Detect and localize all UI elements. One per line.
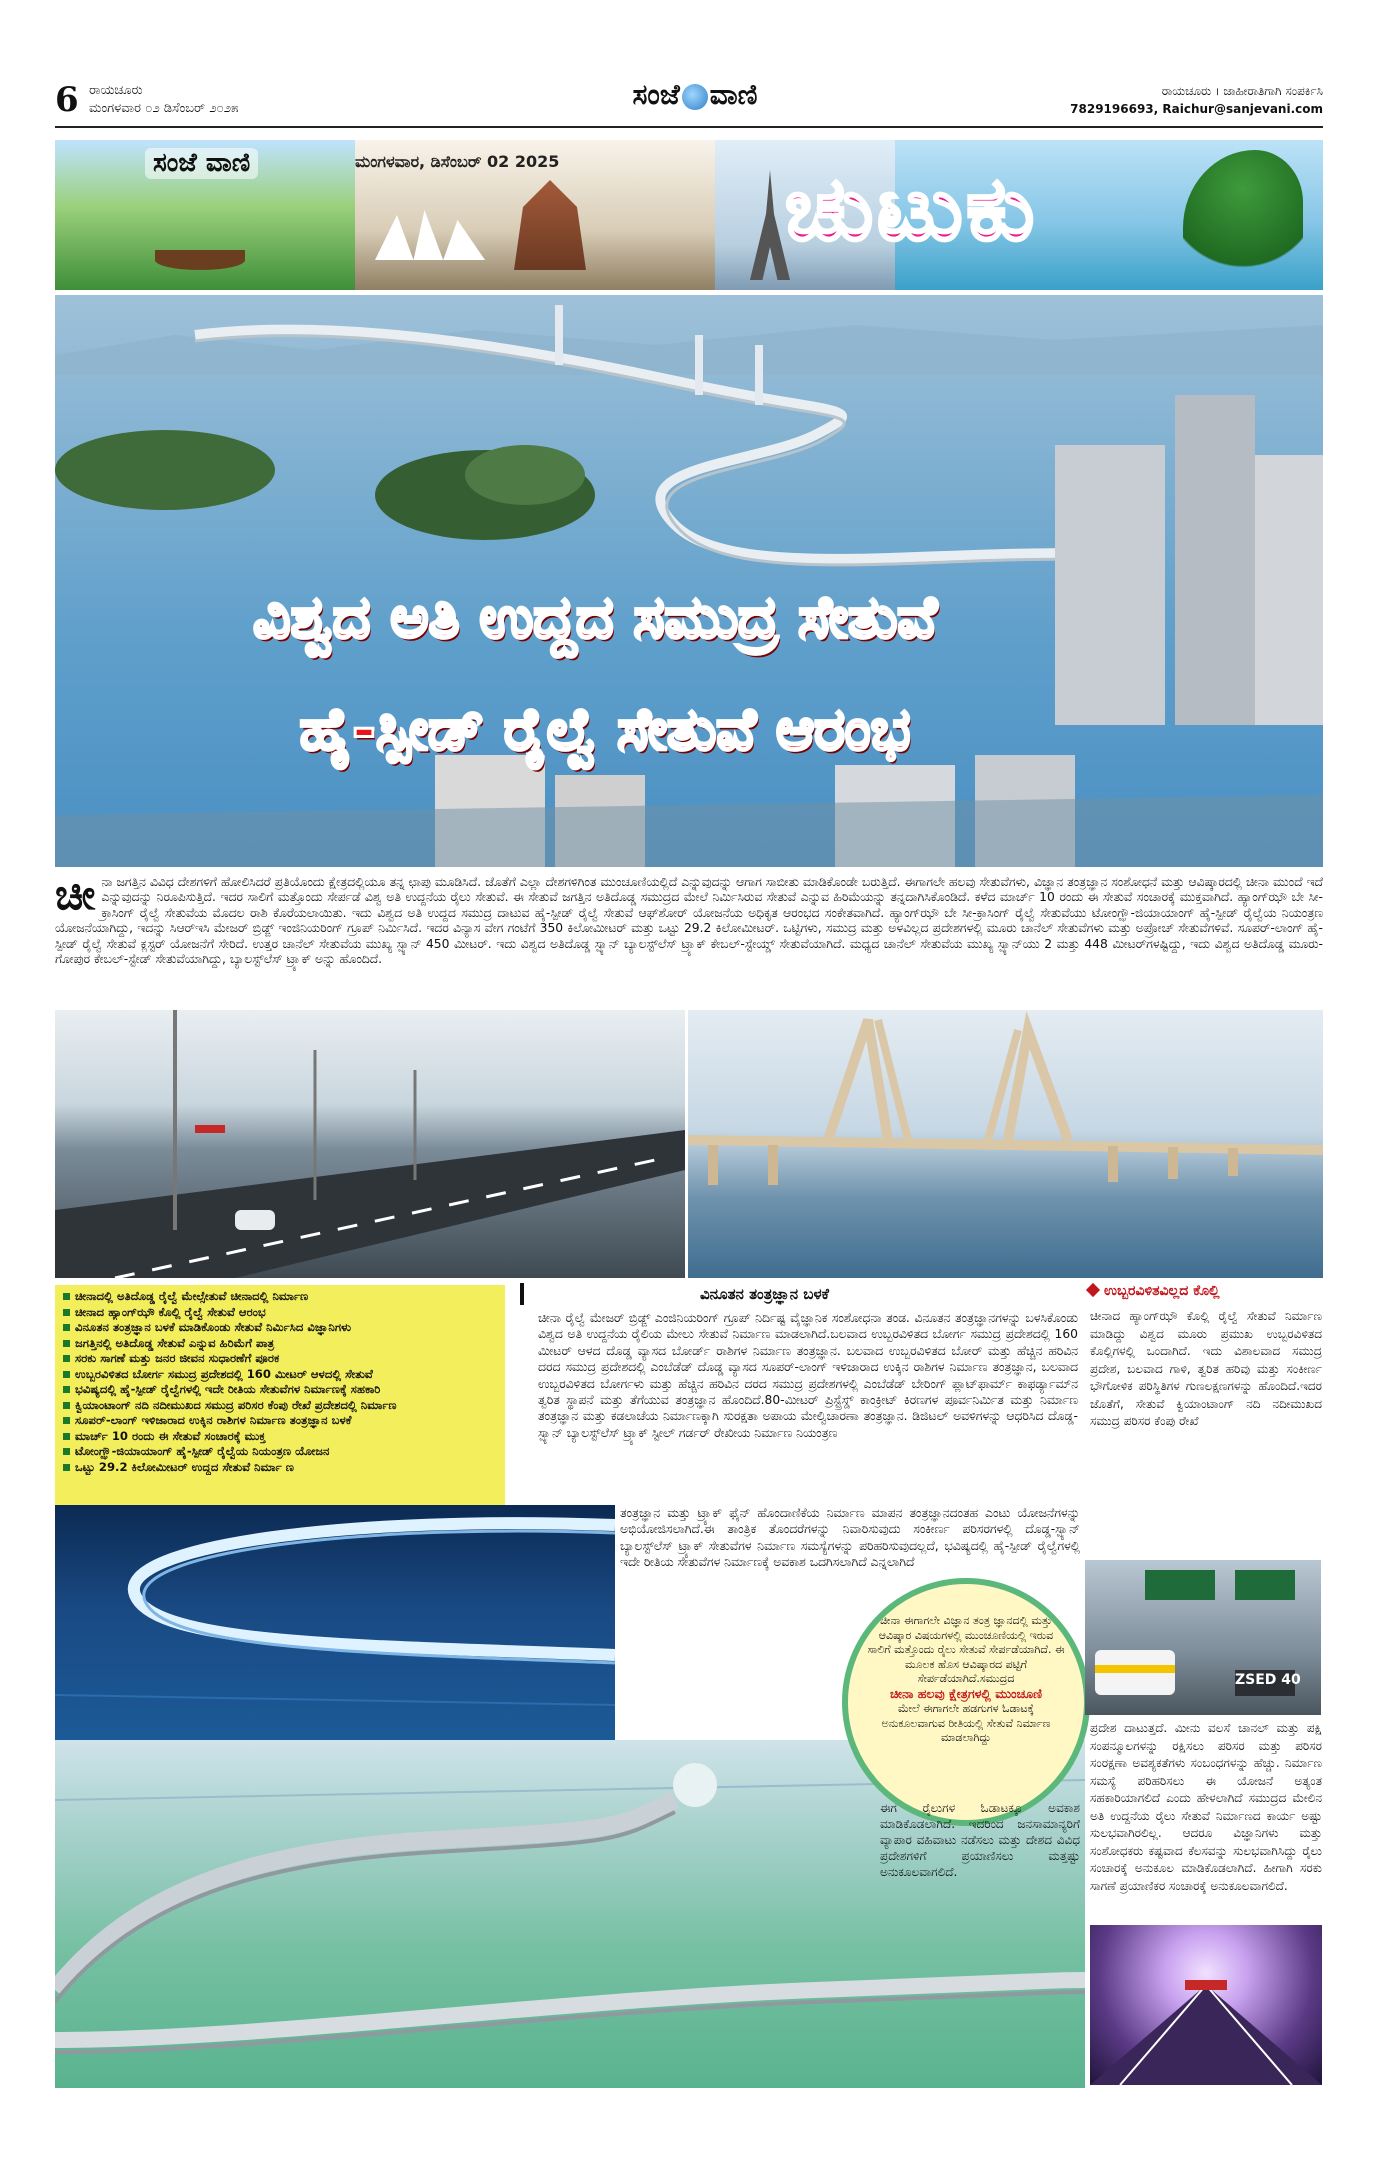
- ad-contact-info: 7829196693, Raichur@sanjevani.com: [1070, 102, 1323, 116]
- key-points-list: [63, 1289, 497, 1475]
- side-article-heading: ಉಬ್ಬರವಿಳಿತವಿಲ್ಲದ ಕೊಲ್ಲಿ: [1104, 1283, 1220, 1299]
- globe-icon: [682, 84, 708, 110]
- intro-paragraph: [55, 875, 1323, 1010]
- middle-article-body-continued: ತಂತ್ರಜ್ಞಾನ ಮತ್ತು ಟ್ರ್ಯಾಕ್ ಫೈನ್ ಹೊಂದಾಣಿಕೆಯ ನಿರ್ಮಾಣ ಮಾಪನ ತಂತ್ರಜ್ಞಾನದಂತಹ ಎಂಟು ಯೋಜನೆಗಳನ್ನು ಅಭಿಯೋಜಿಸಲಾಗಿದೆ.ಈ ತಾಂತ್ರಿಕ ತೊಂದರೆಗಳನ್ನು ನಿವಾರಿಸುವುದು ಸಂಕೀರ್ಣ ಪರಿಸರಗಳಲ್ಲಿ ದೊಡ್ಡ-ಸ್ಪ್ಯಾನ್ ಬ್ಯಾಲಸ್ಟ್‌ಲೆಸ್ ಟ್ರ್ಯಾಕ್ ಸೇತುವೆಗಳ ನಿರ್ಮಾಣ ಸಮಸ್ಯೆಗಳನ್ನು ಪರಿಹರಿಸುವುದಲ್ಲದೆ, ಭವಿಷ್ಯದಲ್ಲಿ ಹೈ-ಸ್ಪೀಡ್ ರೈಲ್ವೆಗಳಲ್ಲಿ ಇದೇ ರೀತಿಯ ಸೇತುವೆಗಳ ನಿರ್ಮಾಣಕ್ಕೆ ಅವಕಾಶ ಒದಗಿಸಲಾಗಿದೆ ಎನ್ನಲಾಗಿದೆ: [620, 1506, 1080, 1570]
- tunnel-illustration: [1090, 1925, 1322, 2085]
- newspaper-logo: [595, 78, 795, 122]
- key-point-item: ಸರಕು ಸಾಗಣೆ ಮತ್ತು ಜನರ ಜೀವನ ಸುಧಾರಣೆಗೆ ಪೂರಕ: [63, 1351, 497, 1367]
- edition-date: ಮಂಗಳವಾರ ೦೨ ಡಿಸೆಂಬರ್ ೨೦೨೫: [89, 101, 239, 116]
- logo-text-left: ಸಂಜೆ: [632, 78, 680, 111]
- intro-text: ನಾ ಜಗತ್ತಿನ ವಿವಿಧ ದೇಶಗಳಿಗೆ ಹೋಲಿಸಿದರೆ ಪ್ರತಿಯೊಂದು ಕ್ಷೇತ್ರದಲ್ಲಿಯೂ ತನ್ನ ಛಾಪು ಮೂಡಿಸಿದೆ. ಜೊತೆಗೆ ಎಲ್ಲಾ ದೇಶಗಳಿಗಿಂತ ಮುಂಚೂಣಿಯಲ್ಲಿದೆ ಎನ್ನುವುದನ್ನು ಆಗಾಗ ಸಾಬೀತು ಮಾಡಿಕೊಂಡೇ ಬರುತ್ತಿದೆ. ಈಗಾಗಲೇ ಹಲವು ಸೇತುವೆಗಳು, ವಿಜ್ಞಾನ ತಂತ್ರಜ್ಞಾನ ಸಂಶೋಧನೆ ಮತ್ತು ಆವಿಷ್ಕಾರದಲ್ಲಿ ಚೀನಾ ಮುಂದೆ ಇದೆ ಎನ್ನುವುದನ್ನು ನಿರೂಪಿಸುತ್ತಿದೆ. ಇದರ ಸಾಲಿಗೆ ಮತ್ತೊಂದು ಸೇರ್ಪಡೆ ವಿಶ್ವ ಅತಿ ಉದ್ದನೆಯ ರೈಲು ಸೇತುವೆ. ಈ ಸೇತುವೆ ಜಗತ್ತಿನ ಅತಿದೊಡ್ಡ ಸಮುದ್ರದ ಮೇಲೆ ನಿರ್ಮಿಸಿರುವ ಸೇತುವೆ ಎನ್ನುವ ಹಿರಿಮೆಯನ್ನು ತನ್ನದಾಗಿಸಿಕೊಂಡಿದೆ. ಕಳೆದ ಮಾರ್ಚ್ 10 ರಂದು ಈ ಸೇತುವೆ ಸಂಚಾರಕ್ಕೆ ಮುಕ್ತವಾಗಿದೆ. ಹ್ಯಾಂಗ್‌ಝೌ ಬೇ ಸೀ-ಕ್ರಾಸಿಂಗ್ ರೈಲ್ವೆ ಸೇತುವೆಯ ಮೊದಲ ರಾಶಿ ಕೊರೆಯಲಾಯಿತು. ಇದು ವಿಶ್ವದ ಅತಿ ಉದ್ದದ ಸಮುದ್ರ ದಾಟುವ ಹೈ-ಸ್ಪೀಡ್ ರೈಲ್ವೆ ಸೇತುವೆ ಆಫ್‌ಶೋರ್ ಯೋಜನೆಯ ಅಧಿಕೃತ ಆರಂಭದ ಸಂಕೇತವಾಗಿದೆ. ಹ್ಯಾಂಗ್‌ಝೌ ಬೇ ಸೀ-ಕ್ರಾಸಿಂಗ್ ರೈಲ್ವೆ ಸೇತುವೆಯು ಟೋಂಗ್ಝೌ-ಜಿಯಾಯಾಂಗ್ ಹೈ-ಸ್ಪೀಡ್ ರೈಲ್ವೆಯ ನಿಯಂತ್ರಣ ಯೋಜನೆಯಾಗಿದ್ದು, ಇದನ್ನು ಸಿಆರ್‌ಇಸಿ ಮೇಜರ್ ಬ್ರಿಡ್ಜ್ ಇಂಜಿನಿಯರಿಂಗ್ ಗ್ರೂಪ್ ನಿರ್ಮಿಸಿದೆ. ಇದರ ವಿನ್ಯಾಸ ವೇಗ ಗಂಟೆಗೆ 350 ಕಿಲೋಮೀಟರ್ ಮತ್ತು ಒಟ್ಟು 29.2 ಕಿಲೋಮೀಟರ್. ಒಟ್ಟಿಗಳು, ಸಮುದ್ರ ಮತ್ತು ಅಳವಿಲ್ಲದ ಪ್ರದೇಶಗಳಲ್ಲಿ ಮೂರು ಚಾನೆಲ್ ಸೇತುವೆಗಳು ಮತ್ತು ಅಪ್ರೋಚ್ ಸೇತುವೆಗಳಿವೆ. ಸೂಪರ್-ಲಾಂಗ್ ಹೈ-ಸ್ಪೀಡ್ ರೈಲ್ವೆ ಸೇತುವೆ ಕ್ಲಸ್ಟರ್ ಯೋಜನೆಗೆ ಸೇರಿದೆ. ಉತ್ತರ ಚಾನೆಲ್ ಸೇತುವೆಯ ಮುಖ್ಯ ಸ್ಪ್ಯಾನ್ 450 ಮೀಟರ್. ಇದು ವಿಶ್ವದ ಅತಿದೊಡ್ಡ ಸ್ಪ್ಯಾನ್ ಬ್ಯಾಲಸ್ಟ್‌ಲೆಸ್ ಟ್ರ್ಯಾಕ್ ಕೇಬಲ್-ಸ್ಟೇಯ್ಡ್ ಸೇತುವೆಯಾಗಿದೆ. ಮಧ್ಯದ ಚಾನೆಲ್ ಸೇತುವೆಯ ಮುಖ್ಯ ಸ್ಪ್ಯಾನ್‌ಯು 2 ಮತ್ತು 448 ಮೀಟರ್‌ಗಳಷ್ಟಿದ್ದು, ಇದು ವಿಶ್ವದ ಅತಿದೊಡ್ಡ ಮೂರು-ಗೋಪುರ ಕೇಬಲ್-ಸ್ಟೇಡ್ ಸೇತುವೆಯಾಗಿದ್ದು, ಬ್ಯಾಲಸ್ಟ್‌ಲೆಸ್ ಟ್ರ್ಯಾಕ್ ಅನ್ನು ಹೊಂದಿದೆ.: [55, 875, 1323, 967]
- traffic-illustration: [1085, 1560, 1321, 1715]
- masthead-rule: [55, 126, 1323, 128]
- masthead: [55, 78, 1323, 126]
- section-banner: [55, 140, 1323, 290]
- masthead-left: [89, 82, 238, 118]
- callout-text-after: ಮೇಲೆ ಈಗಾಗಲೇ ಹಡಗುಗಳ ಓಡಾಟಕ್ಕೆ ಅನುಕೂಲವಾಗುವ ರೀತಿಯಲ್ಲಿ ಸೇತುವೆ ನಿರ್ಮಾಣ ಮಾಡಲಾಗಿದ್ದು: [881, 1702, 1051, 1744]
- key-point-item: ಚೀನಾದ ಹ್ಯಾಂಗ್‌ಝೌ ಕೊಲ್ಲಿ ರೈಲ್ವೆ ಸೇತುವೆ ಆರಂಭ: [63, 1305, 497, 1321]
- key-point-item: ಟೋಂಗ್ಝೌ-ಜಿಯಾಯಾಂಗ್ ಹೈ-ಸ್ಪೀಡ್ ರೈಲ್ವೆಯ ನಿಯಂತ್ರಣ ಯೋಜನ: [63, 1444, 497, 1460]
- key-point-item: ಚೀನಾದಲ್ಲಿ ಅತಿದೊಡ್ಡ ರೈಲ್ವೆ ಮೇಲ್ಸೇತುವೆ ಚೀನಾದಲ್ಲಿ ನಿರ್ಮಾಣ: [63, 1289, 497, 1305]
- photo-tunnel: [1090, 1925, 1322, 2085]
- heading-bar: [520, 1283, 524, 1305]
- callout-highlight: ಚೀನಾ ಹಲವು ಕ್ಷೇತ್ರಗಳಲ್ಲಿ ಮುಂಚೂಣಿ: [890, 1685, 1042, 1701]
- hero-photo-sea-bridge: [55, 295, 1323, 867]
- side-article-header: [1088, 1283, 1324, 1307]
- key-points-box: [55, 1285, 505, 1507]
- key-point-item: ಉಬ್ಬರವಿಳಿತದ ಬೋರ್ಗ ಸಮುದ್ರ ಪ್ರದೇಶದಲ್ಲಿ 160 ಮೀಟರ್ ಆಳದಲ್ಲಿ ಸೇತುವೆ: [63, 1367, 497, 1383]
- key-point-item: ಒಟ್ಟು 29.2 ಕಿಲೋಮೀಟರ್ ಉದ್ದದ ಸೇತುವೆ ನಿರ್ಮಾ ಣ: [63, 1460, 497, 1476]
- key-point-item: ಕ್ವಿಯಾಂಟಾಂಗ್ ನದಿ ನದೀಮುಖದ ಸಮುದ್ರ ಪರಿಸರ ಕೆಂಪು ರೇಖೆ ಪ್ರದೇಶದಲ್ಲಿ ನಿರ್ಮಾಣ: [63, 1398, 497, 1414]
- key-point-item: ಸೂಪರ್-ಲಾಂಗ್ ಇಳಿಜಾರಾದ ಉಕ್ಕಿನ ರಾಶಿಗಳ ನಿರ್ಮಾಣ ತಂತ್ರಜ್ಞಾನ ಬಳಕೆ: [63, 1413, 497, 1429]
- callout-text: ಚೀನಾ ಈಗಾಗಲೇ ವಿಜ್ಞಾನ ತಂತ್ರ ಜ್ಞಾನದಲ್ಲಿ ಮತ್ತು ಆವಿಷ್ಕಾರ ವಿಷಯಗಳಲ್ಲಿ ಮುಂಚೂಣಿಯಲ್ಲಿ ಇರುವ ಸಾಲಿಗೆ ಮತ್ತೊಂದು ರೈಲು ಸೇತುವೆ ಸೇರ್ಪಡೆಯಾಗಿದೆ. ಈ ಮೂಲಕ ಹೊಸ ಆವಿಷ್ಕಾರದ ಪಟ್ಟಿಗೆ ಸೇರ್ಪಡೆಯಾಗಿದೆ.ಸಮುದ್ರದ: [867, 1614, 1065, 1685]
- middle-article-heading: ವಿನೂತನ ತಂತ್ರಜ್ಞಾನ ಬಳಕೆ: [700, 1285, 829, 1303]
- masthead-right: [1070, 82, 1323, 118]
- photo-bridge-pylons: [688, 1010, 1323, 1278]
- photo-bridge-traffic: [1085, 1560, 1321, 1715]
- photo-bridge-night: [55, 1505, 615, 1742]
- boat-illustration: [155, 250, 245, 270]
- middle-article-header: [520, 1283, 1090, 1309]
- key-point-item: ಮಾರ್ಚ್ 10 ರಂದು ಈ ಸೇತುವೆ ಸಂಚಾರಕ್ಕೆ ಮುಕ್ತ: [63, 1429, 497, 1445]
- night-bridge-illustration: [55, 1505, 615, 1742]
- photo-bridge-road: [55, 1010, 685, 1278]
- headline-line-1: ವಿಶ್ವದ ಅತಿ ಉದ್ದದ ಸಮುದ್ರ ಸೇತುವೆ: [253, 583, 937, 651]
- headline-line-2: ಹೈ-ಸ್ಪೀಡ್ ರೈಲ್ವೆ ಸೇತುವೆ ಆರಂಭ: [299, 695, 911, 763]
- pylon-bridge-illustration: [688, 1010, 1323, 1278]
- key-point-item: ವಿನೂತನ ತಂತ್ರಜ್ಞಾನ ಬಳಕೆ ಮಾಡಿಕೊಂಡು ಸೇತುವೆ ನಿರ್ಮಿಸಿದ ವಿಜ್ಞಾನಿಗಳು: [63, 1320, 497, 1336]
- edition-city: ರಾಯಚೂರು: [89, 83, 143, 98]
- banner-logo: ಸಂಜೆ ವಾಣಿ: [145, 148, 258, 179]
- lower-article-body: ಈಗ ರೈಲುಗಳ ಓಡಾಟಕ್ಕೂ ಅವಕಾಶ ಮಾಡಿಕೊಡಲಾಗಿದೆ. ಇದರಿಂದ ಜನಸಾಮಾನ್ಯರಿಗೆ ವ್ಯಾಪಾರ ವಹಿವಾಟು ನಡೆಸಲು ಮತ್ತು ದೇಶದ ವಿವಿಧ ಪ್ರದೇಶಗಳಿಗೆ ಪ್ರಯಾಣಿಸಲು ಮತ್ತಷ್ಟು ಅನುಕೂಲವಾಗಲಿದೆ.: [880, 1801, 1080, 1879]
- highway-sign-text: ZSED 40: [1235, 1672, 1301, 1688]
- drop-cap: ಚೀ: [55, 875, 96, 919]
- page-number: 6: [55, 80, 79, 120]
- key-point-item: ಭವಿಷ್ಯದಲ್ಲಿ ಹೈ-ಸ್ಪೀಡ್ ರೈಲ್ವೆಗಳಲ್ಲಿ ಇದೇ ರೀತಿಯ ಸೇತುವೆಗಳ ನಿರ್ಮಾಣಕ್ಕೆ ಸಹಕಾರಿ: [63, 1382, 497, 1398]
- side-article-body: ಚೀನಾದ ಹ್ಯಾಂಗ್‌ಝೌ ಕೊಲ್ಲಿ ರೈಲ್ವೆ ಸೇತುವೆ ನಿರ್ಮಾಣ ಮಾಡಿದ್ದು ವಿಶ್ವದ ಮೂರು ಪ್ರಮುಖ ಉಬ್ಬರವಿಳಿತದ ಕೊಲ್ಲಿಗಳಲ್ಲಿ ಒಂದಾಗಿದೆ. ಇದು ವಿಶಾಲವಾದ ಸಮುದ್ರ ಪ್ರದೇಶ, ಬಲವಾದ ಗಾಳಿ, ತ್ವರಿತ ಹರಿವು ಮತ್ತು ಸಂಕೀರ್ಣ ಭೌಗೋಳಿಕ ಪರಿಸ್ಥಿತಿಗಳ ಗುಣಲಕ್ಷಣಗಳನ್ನು ಹೊಂದಿದೆ.ಇದರ ಜೊತೆಗೆ, ಸೇತುವೆ ಕ್ವಿಯಾಂಟಾಂಗ್ ನದಿ ನದೀಮುಖದ ಸಮುದ್ರ ಪರಿಸರ ಕೆಂಪು ರೇಖೆ: [1090, 1309, 1322, 1428]
- side-article-body-continued: ಪ್ರದೇಶ ದಾಟುತ್ತದೆ. ಮೀನು ವಲಸೆ ಚಾನಲ್ ಮತ್ತು ಪಕ್ಷಿ ಸಂಪನ್ಮೂಲಗಳನ್ನು ರಕ್ಷಿಸಲು ಪರಿಸರ ಮತ್ತು ಪರಿಸರ ಸಂರಕ್ಷಣಾ ಅವಶ್ಯಕತೆಗಳು ಸಂಬಂಧಗಳನ್ನು ಹೆಚ್ಚು. ನಿರ್ಮಾಣ ಸಮಸ್ಯೆ ಪರಿಹರಿಸಲು ಈ ಯೋಜನೆ ಅತ್ಯಂತ ಸಹಕಾರಿಯಾಗಲಿದೆ ಎಂದು ಹೇಳಲಾಗಿದೆ ಸಮುದ್ರದ ಮೇಲಿನ ಅತಿ ಉದ್ದನೆಯ ರೈಲು ಸೇತುವೆ ನಿರ್ಮಾಣದ ಕಾರ್ಯ ಅಷ್ಟು ಸುಲಭವಾಗಿರಲಿಲ್ಲ. ಆದರೂ ವಿಜ್ಞಾನಿಗಳು ಮತ್ತು ಸಂಶೋಧಕರು ಕಷ್ಟವಾದ ಕೆಲಸವನ್ನು ಸುಲಭವಾಗಿಸಿದ್ದು ರೈಲು ಸಂಚಾರಕ್ಕೆ ಅನುಕೂಲ ಮಾಡಿಕೊಡಲಾಗಿದೆ. ಹೀಗಾಗಿ ಸರಕು ಸಾಗಣೆ ಪ್ರಯಾಣಿಕರ ಸಂಚಾರಕ್ಕೆ ಅನುಕೂಲವಾಗಲಿದೆ.: [1090, 1721, 1322, 1893]
- callout-circle: [842, 1578, 1090, 1826]
- sea-bridge-illustration: [55, 295, 1323, 867]
- banner-date: ಮಂಗಳವಾರ, ಡಿಸೆಂಬರ್ 02 2025: [355, 152, 560, 171]
- section-title: ಚುಟುಕು: [785, 156, 1039, 260]
- ad-contact-label: ರಾಯಚೂರು । ಜಾಹೀರಾತಿಗಾಗಿ ಸಂಪರ್ಕಿಸಿ: [1161, 84, 1323, 98]
- logo-text-right: ವಾಣಿ: [709, 78, 758, 111]
- middle-article-body: ಚೀನಾ ರೈಲ್ವೆ ಮೇಜರ್ ಬ್ರಿಡ್ಜ್ ಎಂಜಿನಿಯರಿಂಗ್ ಗ್ರೂಪ್ ನಿರ್ದಿಷ್ಟ ವೈಜ್ಞಾನಿಕ ಸಂಶೋಧನಾ ತಂಡ. ವಿನೂತನ ತಂತ್ರಜ್ಞಾನಗಳನ್ನು ಬಳಸಿಕೊಂಡು ವಿಶ್ವದ ಅತಿ ಉದ್ದನೆಯ ರೈಲಿಯ ಮೇಲು ಸೇತುವೆ ನಿರ್ಮಾಣ ಮಾಡಲಾಗಿದೆ.ಬಲವಾದ ಉಬ್ಬರವಿಳಿತದ ಬೋರ್ಗ ಸಮುದ್ರ ಪ್ರದೇಶದಲ್ಲಿ 160 ಮೀಟರ್ ಆಳದ ದೊಡ್ಡ ವ್ಯಾಸದ ಬೋರ್ಡ್ ರಾಶಿಗಳ ನಿರ್ಮಾಣ ತಂತ್ರಜ್ಞಾನ. ಬಲವಾದ ಉಬ್ಬರವಿಳಿತದ ಬೋರ್ ಮತ್ತು ಹೆಚ್ಚಿನ ಹರಿವಿನ ದರದ ಸಮುದ್ರ ಪ್ರದೇಶದಲ್ಲಿ ಎಂಬೆಡೆಡ್ ದೊಡ್ಡ ವ್ಯಾಸದ ಸೂಪರ್-ಲಾಂಗ್ ಇಳಿಜಾರಾದ ಉಕ್ಕಿನ ರಾಶಿಗಳ ನಿರ್ಮಾಣ ತಂತ್ರಜ್ಞಾನ, ಬಲವಾದ ಉಬ್ಬರವಿಳಿತದ ಬೋರ್ಗಳು ಮತ್ತು ಹೆಚ್ಚಿನ ಹರಿವಿನ ದರದ ಸಮುದ್ರ ಪ್ರದೇಶಗಳಲ್ಲಿ ಎಂಬೆಡೆಡ್ ಬೇರಿಂಗ್ ಪ್ಲಾಟ್‌ಫಾರ್ಮ್ ಕಾಫರ್ಡ್ಯಾಮ್‌ನ ತ್ವರಿತ ಸ್ಥಾಪನೆ ಮತ್ತು ತೆಗೆಯುವ ತಂತ್ರಜ್ಞಾನ ಹೊಂದಿದೆ.80-ಮೀಟರ್ ಪ್ರಿಸ್ಟ್ರೆಸ್ಡ್ ಕಾಂಕ್ರೀಟ್ ಕಿರಣಗಳ ಪೂರ್ವನಿರ್ಮಿತ ಮತ್ತು ನಿರ್ಮಾಣ ತಂತ್ರಜ್ಞಾನ ಮತ್ತು ಕಡಲಾಚೆಯ ನಿರ್ಮಾಣಕ್ಕಾಗಿ ಸುರಕ್ಷತಾ ಅಪಾಯ ಮೇಲ್ವಿಚಾರಣಾ ತಂತ್ರಜ್ಞಾನ. ಡಿಜಿಟಲ್ ಅವಳಿಗಳನ್ನು ಆಧರಿಸಿದ ದೊಡ್ಡ-ಸ್ಪ್ಯಾನ್ ಬ್ಯಾಲಸ್ಟ್‌ಲೆಸ್ ಟ್ರ್ಯಾಕ್ ಸ್ಟೀಲ್ ಗರ್ಡರ್ ರೇಖೀಯ ನಿರ್ಮಾಣ ನಿಯಂತ್ರಣ: [538, 1311, 1078, 1440]
- key-point-item: ಜಗತ್ತಿನಲ್ಲಿ ಅತಿದೊಡ್ಡ ಸೇತುವೆ ಎನ್ನುವ ಹಿರಿಮೆಗೆ ಪಾತ್ರ: [63, 1336, 497, 1352]
- road-illustration: [55, 1010, 685, 1278]
- diamond-icon: [1086, 1283, 1100, 1297]
